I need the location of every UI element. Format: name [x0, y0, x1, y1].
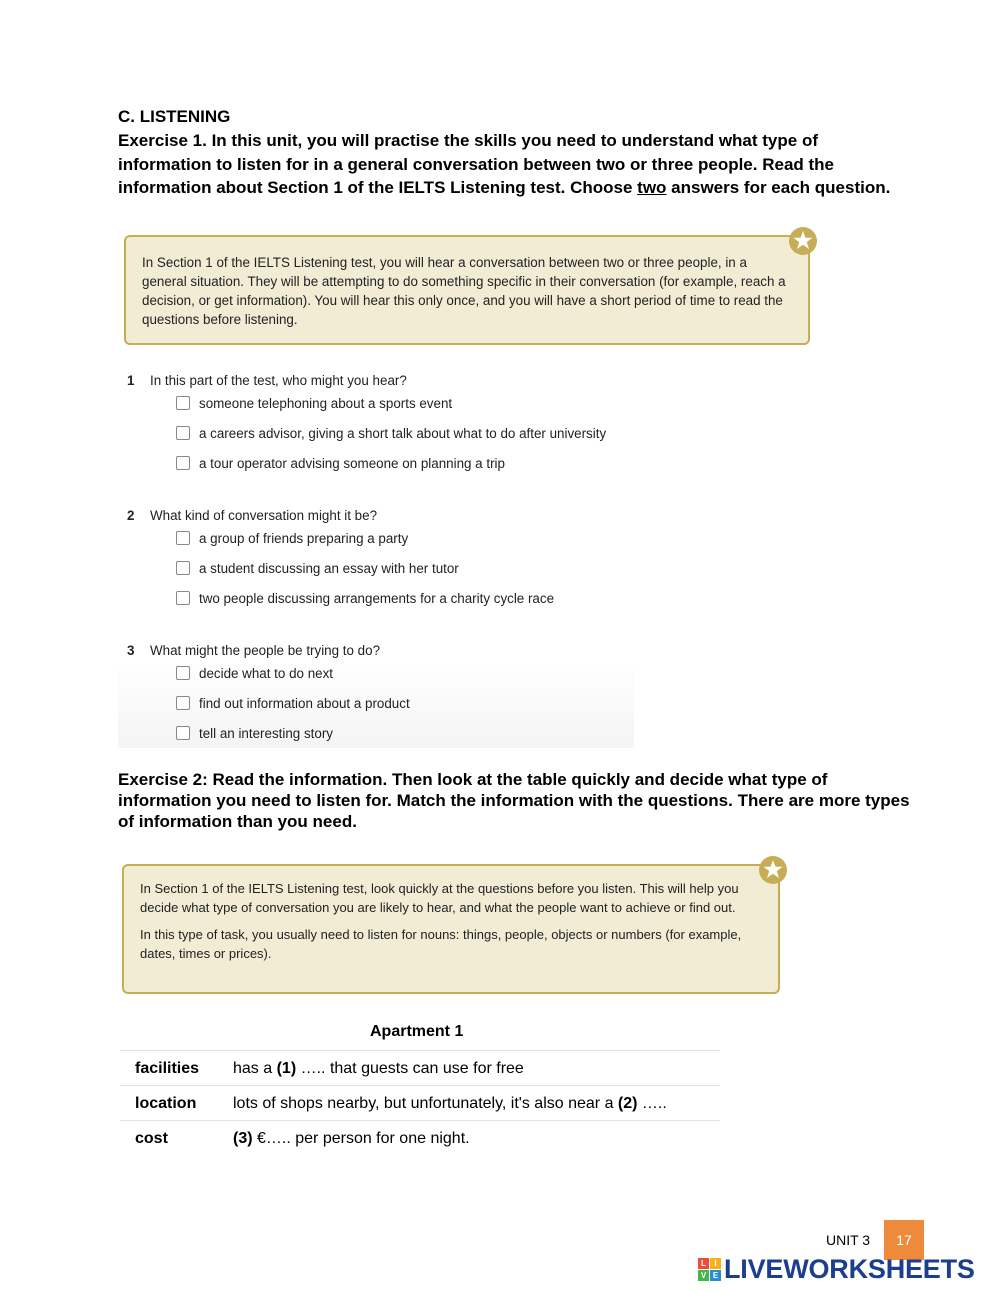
- brand-icon-tile: E: [710, 1270, 721, 1281]
- gap-number: (3): [233, 1130, 253, 1147]
- answer-checkbox[interactable]: [176, 561, 190, 575]
- answer-checkbox[interactable]: [176, 696, 190, 710]
- question-number: 3: [127, 643, 135, 658]
- exercise2-instructions: Exercise 2: Read the information. Then look at the table quickly and decide what type of information you need to listen for. Match the information with the questions. There are more types of information than you need.: [118, 770, 910, 831]
- brand-icon-tile: I: [710, 1258, 721, 1269]
- answer-checkbox[interactable]: [176, 426, 190, 440]
- answer-option-label: find out information about a product: [199, 696, 410, 711]
- answer-option[interactable]: [176, 395, 452, 413]
- table-row-value: [233, 1051, 524, 1086]
- answer-option-label: a tour operator advising someone on planning a trip: [199, 456, 505, 471]
- table-row-label: location: [135, 1095, 197, 1112]
- gap-number: (2): [617, 1095, 638, 1112]
- answer-option-label: two people discussing arrangements for a charity cycle race: [199, 591, 555, 606]
- table-row: [120, 1085, 720, 1120]
- question-text: What kind of conversation might it be?: [150, 508, 378, 523]
- question-3: [118, 642, 380, 660]
- question-text: In this part of the test, who might you hear?: [150, 373, 407, 388]
- table-row-label: facilities: [135, 1060, 200, 1077]
- table-value-text: €….. per person for one night.: [252, 1130, 470, 1147]
- answer-option[interactable]: [176, 560, 459, 578]
- liveworksheets-wordmark: LIVEWORKSHEETS: [724, 1253, 975, 1284]
- answer-option-label: decide what to do next: [199, 666, 333, 681]
- question-2: [118, 507, 377, 525]
- answer-option[interactable]: [176, 590, 554, 608]
- answer-option[interactable]: [176, 425, 606, 443]
- table-value-text: has a: [233, 1060, 277, 1077]
- answer-checkbox[interactable]: [176, 531, 190, 545]
- brand-icon-tile: V: [698, 1270, 709, 1281]
- table-title: Apartment 1: [370, 1023, 464, 1040]
- answer-option[interactable]: [176, 725, 333, 743]
- table-value-text: …..: [637, 1095, 667, 1112]
- table-row: [120, 1050, 720, 1085]
- info-box-listening-tip: [122, 864, 780, 994]
- info-box-tip-para2: In this type of task, you usually need to listen for nouns: things, people, objects or numbers (for example, dates, times or prices).: [140, 927, 742, 961]
- answer-option[interactable]: [176, 530, 408, 548]
- section-heading: C. LISTENING: [118, 107, 231, 126]
- table-value-text: ….. that guests can use for free: [296, 1060, 524, 1077]
- unit-label: UNIT 3: [826, 1232, 871, 1248]
- answer-option-label: a group of friends preparing a party: [199, 531, 409, 546]
- table-value-text: lots of shops nearby, but unfortunately, it's also near a: [233, 1095, 618, 1112]
- answer-checkbox[interactable]: [176, 726, 190, 740]
- brand-icon-tile: L: [698, 1258, 709, 1269]
- exercise1-text-before: Exercise 1. In this unit, you will practise the skills you need to understand what type of information to listen for in a general conversation between two or three people. Read the information about Section 1 of the IELTS Listening test. Choose: [118, 131, 835, 197]
- answer-option-label: a careers advisor, giving a short talk about what to do after university: [199, 426, 607, 441]
- table-row: [120, 1120, 720, 1155]
- table-row-value: [233, 1121, 470, 1156]
- liveworksheets-icon: [698, 1258, 721, 1281]
- answer-checkbox[interactable]: [176, 456, 190, 470]
- answer-option-label: someone telephoning about a sports event: [199, 396, 453, 411]
- question-list: [118, 0, 634, 760]
- page-number: 17: [884, 1220, 924, 1260]
- info-box-tip-para1: In Section 1 of the IELTS Listening test, look quickly at the questions before you listen. This will help you decide what type of conversation you are likely to hear, and what the people want to achieve or find out.: [140, 881, 739, 915]
- answer-option[interactable]: [176, 455, 505, 473]
- star-icon: [788, 226, 818, 256]
- answer-checkbox[interactable]: [176, 396, 190, 410]
- star-icon: [758, 855, 788, 885]
- exercise1-text-after: answers for each question.: [666, 178, 891, 197]
- answer-option[interactable]: [176, 695, 410, 713]
- info-box-section1-text: In Section 1 of the IELTS Listening test, you will hear a conversation between two or three people, in a general situation. They will be attempting to do something specific in their conversation (for example, reach a decision, or get information). You will hear this only once, and you will have a short period of time to read the questions before listening.: [142, 255, 786, 327]
- table-row-value: [233, 1086, 667, 1121]
- gap-number: (1): [276, 1060, 297, 1077]
- answer-option-label: a student discussing an essay with her tutor: [199, 561, 459, 576]
- answer-checkbox[interactable]: [176, 666, 190, 680]
- answer-option-label: tell an interesting story: [199, 726, 333, 741]
- answer-option[interactable]: [176, 665, 333, 683]
- question-text: What might the people be trying to do?: [150, 643, 381, 658]
- question-number: 2: [127, 508, 135, 523]
- question-number: 1: [127, 373, 135, 388]
- answer-checkbox[interactable]: [176, 591, 190, 605]
- liveworksheets-logo: [698, 1254, 975, 1284]
- table-row-label: cost: [135, 1130, 168, 1147]
- exercise1-underlined-word: two: [637, 178, 667, 197]
- question-1: [118, 372, 407, 390]
